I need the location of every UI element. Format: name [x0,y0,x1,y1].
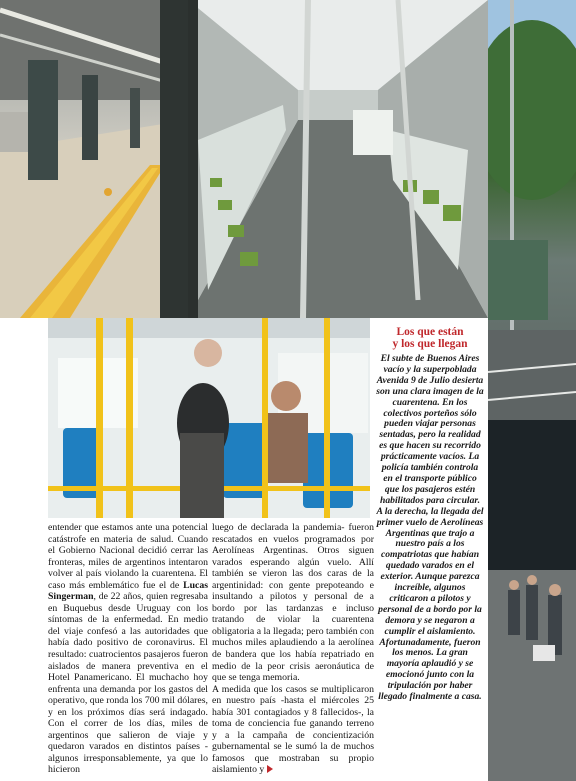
article-text: entender que estamos ante una potencial catástrofe en materia de salud. Cuando el Gobierno Nacional decidió cerrar las fronteras, miles de argentinos intentaron volver al país violando la cuarentena. El caso más emblemático fue el de [48,522,208,591]
photo-bus [48,318,370,518]
avenue-illustration [488,0,576,420]
photo-avenue [488,0,576,420]
photo-passengers [488,420,576,781]
bus-interior-illustration [48,318,370,518]
sidebar-title-line-1: Los que están [396,326,464,338]
sidebar-title-line-2: y los que llegan [392,338,468,350]
person-name: Lucas Singerman [48,579,208,603]
article-column-left [48,522,208,776]
subway-car-illustration [188,0,488,318]
article-column-right [212,522,374,776]
article-paragraph: luego de declarada la pandemia- fueron rescatados en vuelos programados por Aerolíneas Argentinas. Otros siguen varados esperando algún vuelo. Allí también se vieron las dos caras de la argentinidad: con gente prepoteando e insultando a pilotos y personal de a bordo por las tardanzas e incluso tratando de violar la cuarentena obligatoria a la llegada; pero también con muchos miles aplaudiendo a la aerolínea de bandera que los había repatriado en medio de la peor crisis aeronáutica de que se tenga memoria. [212,522,374,684]
article-text: , de 22 años, quien regresaba en Buquebus desde Uruguay con los síntomas de la enfermedad. En medio del viaje confesó a las autoridades que había dado positivo de coronavirus. El resultado: cuatrocientos pasajeros fueron aislados de manera preventiva en el Hotel Panamericano. El muchacho hoy enfrenta una demanda por los gastos del operativo, que ronda los 700 mil dólares, y en los próximos días será indagado. Con el correr de los días, miles de argentinos que salieron de viaje y quedaron varados en distintos países -algunos irresponsablemente, ya que lo hicieron [48,591,208,776]
photo-subway-car [188,0,488,318]
photo-subway-station [0,0,188,318]
subway-station-illustration [0,0,188,318]
sidebar-title [376,326,484,350]
article-paragraph [212,684,374,776]
article-paragraph [48,522,208,776]
sidebar-body: El subte de Buenos Aires vacío y la superpoblada Avenida 9 de Julio desierta son una clara imagen de la cuarentena. En los colectivos porteños sólo pueden viajar personas sentadas, pero la realidad es que hacen su recorrido prácticamente vacíos. La policía también controla en el transporte público que los pasajeros estén habilitados para circular. A la derecha, la llegada del primer vuelo de Aerolíneas Argentinas que trajo a nuestro país a los compatriotas que habían quedado varados en el exterior. Aunque parezca increíble, algunos criticaron a pilotos y personal de a bordo por la demora y se negaron a cumplir el aislamiento. Afortunadamente, fueron los menos. La gran mayoría aplaudió y se emocionó junto con la tripulación por haber llegado finalmente a casa. [376,353,484,703]
article-text: A medida que los casos se multiplicaron en nuestro país -hasta el miércoles 25 había 301 contagiados y 8 fallecidos-, la toma de conciencia fue ganando terreno y a la campaña de concientización gubernamental se le sumó la de muchos famosos que mostraban su propio aislamiento y [212,683,374,776]
photo-caption-sidebar [376,326,484,703]
continue-arrow-icon [267,765,273,773]
passengers-illustration [488,420,576,781]
